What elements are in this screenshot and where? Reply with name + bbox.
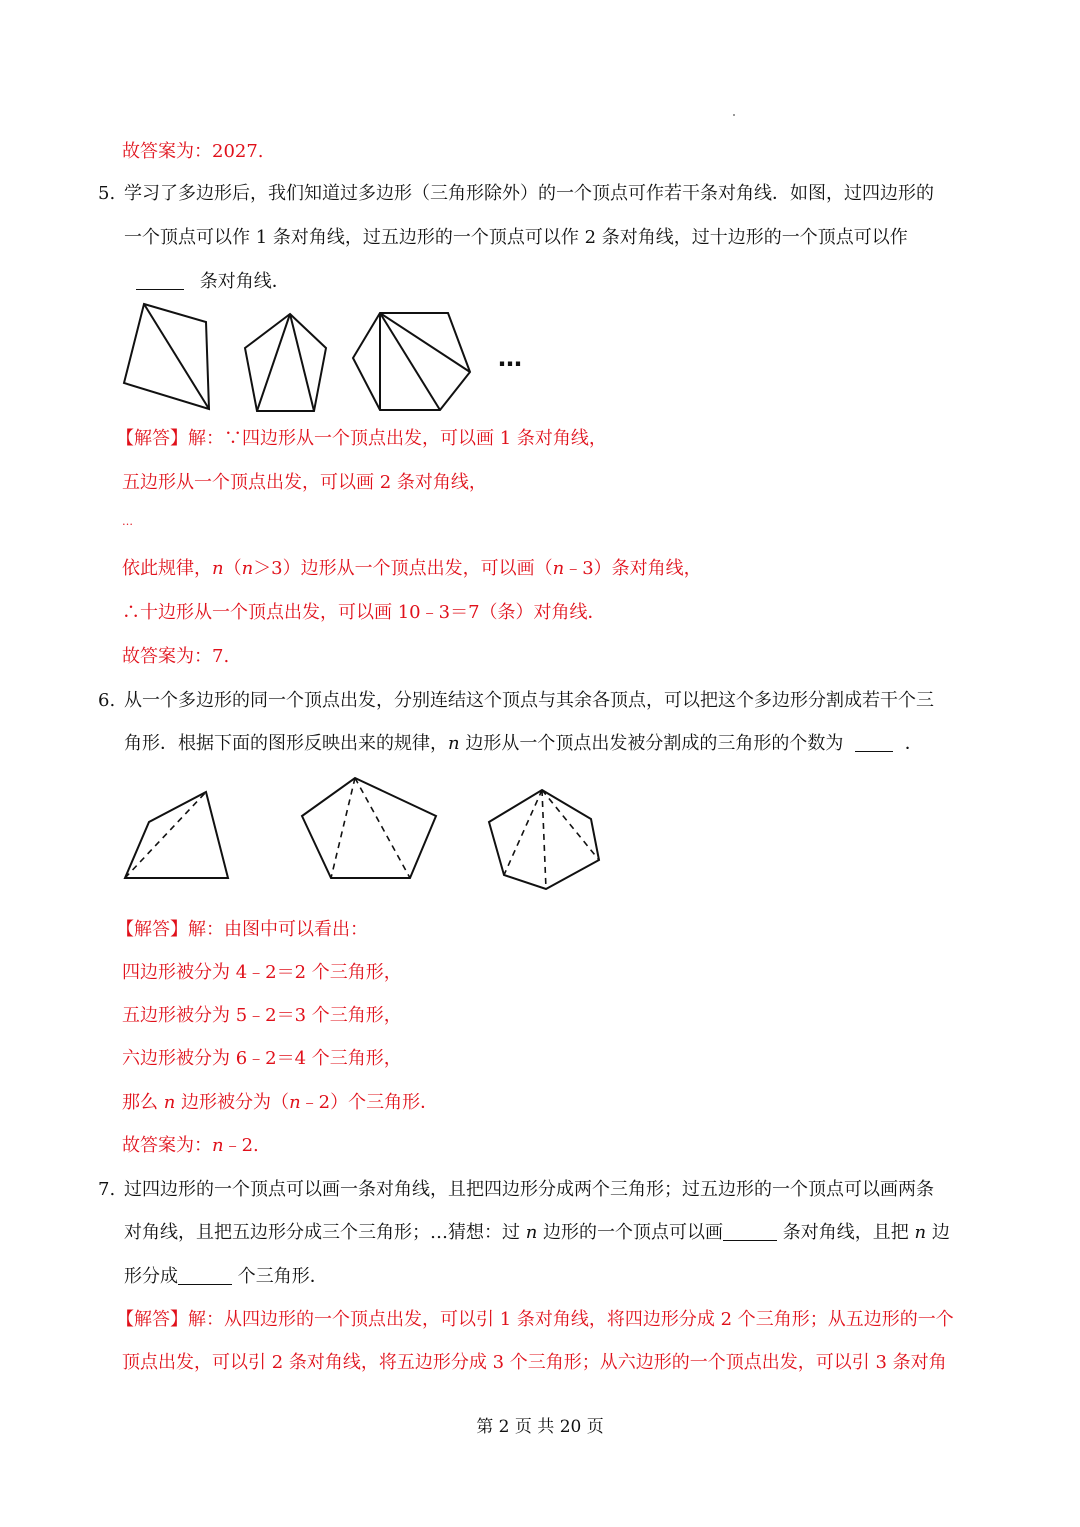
q5-line3-text: 条对角线． bbox=[199, 271, 290, 292]
q7-answer-blank-2 bbox=[178, 1284, 232, 1285]
q7-l2b: n bbox=[525, 1222, 538, 1243]
prev-answer: 故答案为：2027. bbox=[122, 141, 264, 162]
q5-line1: 学习了多边形后，我们知道过多边形（三角形除外）的一个顶点可作若干条对角线．如图，过四边形的 bbox=[124, 183, 934, 204]
q5-figure-ellipsis: … bbox=[498, 344, 522, 372]
q6-l2d: ． bbox=[904, 733, 923, 754]
q5-line2: 一个顶点可以作 1 条对角线，过五边形的一个顶点可以作 2 条对角线，过十边形的一个顶点可以作 bbox=[124, 227, 908, 248]
q6-solution-line2: 四边形被分为 4﹣2＝2 个三角形， bbox=[122, 962, 402, 983]
q5-s4a: 依此规律， bbox=[122, 558, 212, 579]
q5-hexagon bbox=[353, 313, 470, 410]
q6-quadrilateral bbox=[125, 792, 228, 878]
q7-solution-tag: 【解答】 bbox=[116, 1309, 188, 1330]
q7-solution-text1: 解：从四边形的一个顶点出发，可以引 1 条对角线，将四边形分成 2 个三角形；从五边形的一个 bbox=[188, 1309, 954, 1330]
q6-solution-line1 bbox=[116, 918, 368, 942]
q6-figure-polygons bbox=[118, 772, 608, 890]
q5-pentagon bbox=[245, 314, 326, 411]
q6-answer-blank bbox=[855, 751, 893, 752]
q7-line1: 过四边形的一个顶点可以画一条对角线，且把四边形分成两个三角形；过五边形的一个顶点可以画两条 bbox=[124, 1179, 934, 1200]
q5-solution-line5: ∴十边形从一个顶点出发，可以画 10﹣3＝7（条）对角线． bbox=[122, 602, 606, 623]
q6-pentagon bbox=[302, 778, 436, 878]
q7-number: 7. bbox=[98, 1179, 116, 1200]
q5-answer-blank bbox=[136, 289, 184, 290]
q6-s5b: n bbox=[163, 1092, 176, 1113]
q5-solution-line3: … bbox=[122, 515, 133, 528]
q7-solution-line1 bbox=[116, 1308, 954, 1332]
q6-number: 6. bbox=[98, 690, 116, 711]
q5-solution-line1 bbox=[116, 427, 607, 451]
q7-line2 bbox=[124, 1221, 950, 1245]
q5-s4d: n bbox=[241, 558, 254, 579]
q6-solution-line6 bbox=[122, 1134, 259, 1158]
q7-l2a: 对角线，且把五边形分成三个三角形；…猜想：过 bbox=[124, 1222, 526, 1243]
q6-l2c: 边形从一个顶点出发被分割成的三角形的个数为 bbox=[459, 733, 844, 754]
q5-figure-polygons bbox=[118, 300, 538, 418]
q5-s4c: （ bbox=[223, 558, 242, 579]
q5-line3 bbox=[136, 270, 290, 294]
q7-l2c: 边形的一个顶点可以画 bbox=[537, 1222, 724, 1243]
q5-solution-tag: 【解答】 bbox=[116, 428, 188, 449]
q6-l2b: n bbox=[448, 733, 460, 754]
q6-solution-tag: 【解答】 bbox=[116, 919, 188, 940]
q6-solution-text1: 解：由图中可以看出： bbox=[188, 919, 368, 940]
q5-quadrilateral bbox=[124, 304, 209, 409]
q6-s5a: 那么 bbox=[122, 1092, 164, 1113]
q6-s5c: 边形被分为（ bbox=[175, 1092, 290, 1113]
q6-s5e: ﹣2）个三角形． bbox=[300, 1092, 439, 1113]
q5-s4b: n bbox=[212, 558, 224, 579]
q5-solution-line2: 五边形从一个顶点出发，可以画 2 条对角线， bbox=[122, 472, 487, 493]
q6-hexagon bbox=[489, 790, 599, 889]
q6-solution-line5 bbox=[122, 1091, 438, 1115]
q6-s5d: n bbox=[289, 1092, 301, 1113]
q7-l2e: n bbox=[914, 1222, 927, 1243]
q6-solution-line3: 五边形被分为 5﹣2＝3 个三角形， bbox=[122, 1005, 402, 1026]
q5-s4g: ﹣3）条对角线， bbox=[564, 558, 702, 579]
q5-number: 5. bbox=[98, 183, 116, 204]
q7-line3 bbox=[124, 1265, 328, 1289]
q5-solution-line4 bbox=[122, 557, 702, 581]
q7-answer-blank-1 bbox=[723, 1240, 777, 1241]
q7-l3a: 形分成 bbox=[124, 1266, 178, 1287]
q7-l2d: 条对角线，且把 bbox=[777, 1222, 915, 1243]
stray-dot bbox=[733, 114, 735, 116]
q6-s6c: ﹣2. bbox=[223, 1135, 259, 1156]
q7-solution-line2: 顶点出发，可以引 2 条对角线，将五边形分成 3 个三角形；从六边形的一个顶点出发，可以引 3 条对角 bbox=[122, 1352, 947, 1373]
q7-l3b: 个三角形． bbox=[232, 1266, 328, 1287]
q5-solution-line6: 故答案为：7. bbox=[122, 646, 230, 667]
q7-l2f: 边 bbox=[926, 1222, 950, 1243]
q6-s6b: n bbox=[212, 1135, 224, 1156]
q6-l2a: 角形．根据下面的图形反映出来的规律， bbox=[124, 733, 448, 754]
q6-s6a: 故答案为： bbox=[122, 1135, 212, 1156]
q5-s4f: n bbox=[552, 558, 565, 579]
q5-s4e: ＞3）边形从一个顶点出发，可以画（ bbox=[253, 558, 553, 579]
q6-solution-line4: 六边形被分为 6﹣2＝4 个三角形， bbox=[122, 1048, 402, 1069]
q5-solution-text1: 解：∵四边形从一个顶点出发，可以画 1 条对角线， bbox=[188, 428, 607, 449]
q6-line2 bbox=[124, 732, 923, 756]
page-footer: 第 2 页 共 20 页 bbox=[476, 1417, 604, 1437]
q6-line1: 从一个多边形的同一个顶点出发，分别连结这个顶点与其余各顶点，可以把这个多边形分割成若干个三 bbox=[124, 690, 934, 711]
